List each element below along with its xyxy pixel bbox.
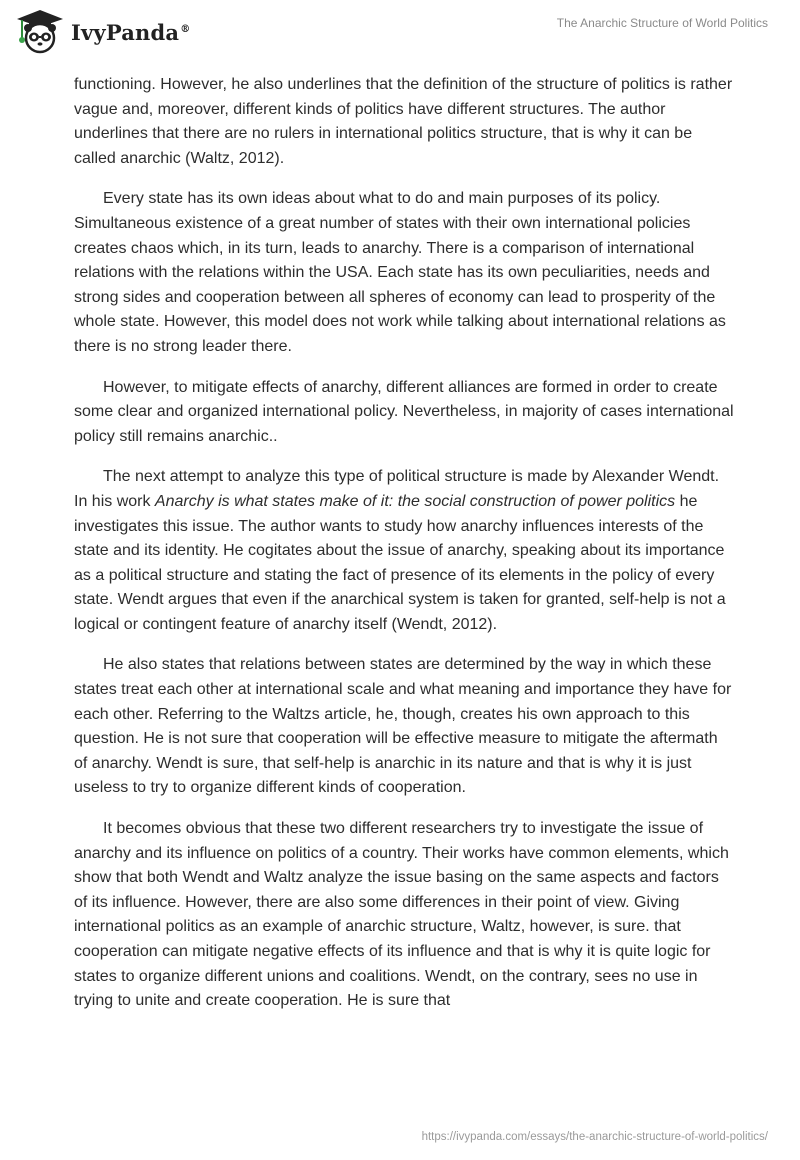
- source-url[interactable]: https://ivypanda.com/essays/the-anarchic-structure-of-world-politics/: [421, 1131, 768, 1143]
- paragraph: However, to mitigate effects of anarchy, different alliances are formed in order to create some clear and organized international policy. Nevertheless, in majority of cases international policy still remains anarchic..: [74, 378, 734, 445]
- paragraph: He also states that relations between states are determined by the way in which these states treat each other at international scale and what meaning and importance they have for each other. Referring to the Waltzs article, he, though, creates his own approach to this question. He is not sure that cooperation will be effective measure to mitigate the aftermath of anarchy. Wendt is sure, that self-help is anarchic in its nature and that is why it is just useless to try to organize different kinds of cooperation.: [74, 656, 732, 797]
- essay-body: [74, 73, 734, 1030]
- panda-graduate-icon: [14, 8, 66, 54]
- paragraph-text: he investigates this issue. The author wants to study how anarchy influences interests of the state and its identity. He cogitates about the issue of anarchy, speaking about its importance as a political structure and stating the fact of presence of its elements in the policy of every state. Wendt argues that even if the anarchical system is taken for granted, self-help is not a logical or contingent feature of anarchy itself (Wendt, 2012).: [74, 492, 726, 633]
- cited-work-title: Anarchy is what states make of it: the social construction of power politics: [154, 492, 676, 510]
- paragraph-text: The next attempt to analyze this type of political structure is made by Alexander Wendt. In his work: [74, 468, 720, 510]
- brand-name: IvyPanda®: [71, 19, 191, 45]
- document-title: The Anarchic Structure of World Politics: [556, 16, 768, 30]
- page-header: [0, 0, 800, 64]
- paragraph: [74, 465, 734, 637]
- brand-logo[interactable]: [14, 8, 190, 54]
- paragraph: functioning. However, he also underlines that the definition of the structure of politics is rather vague and, moreover, different kinds of politics have different structures. The author underlines that there are no rulers in international politics structure, that is why it can be called anarchic (Waltz, 2012).: [74, 76, 733, 167]
- paragraph: Every state has its own ideas about what to do and main purposes of its policy. Simultaneous existence of a great number of states with their own international policies creates chaos which, in its turn, leads to anarchy. There is a comparison of international relations with the relations within the USA. Each state has its own peculiarities, needs and strong sides and cooperation between all spheres of economy can lead to prosperity of the whole state. However, this model does not work while talking about international relations as there is no strong leader there.: [74, 190, 726, 355]
- paragraph: It becomes obvious that these two different researchers try to investigate the issue of anarchy and its influence on politics of a country. Their works have common elements, which show that both Wendt and Waltz analyze the issue basing on the same aspects and factors of its influence. However, there are also some differences in their point of view. Giving international politics as an example of anarchic structure, Waltz, however, is sure. that cooperation can mitigate negative effects of its influence and that is why it is quite logic for states to organize different unions and coalitions. Wendt, on the contrary, sees no use in trying to unite and create cooperation. He is sure that: [74, 820, 729, 1010]
